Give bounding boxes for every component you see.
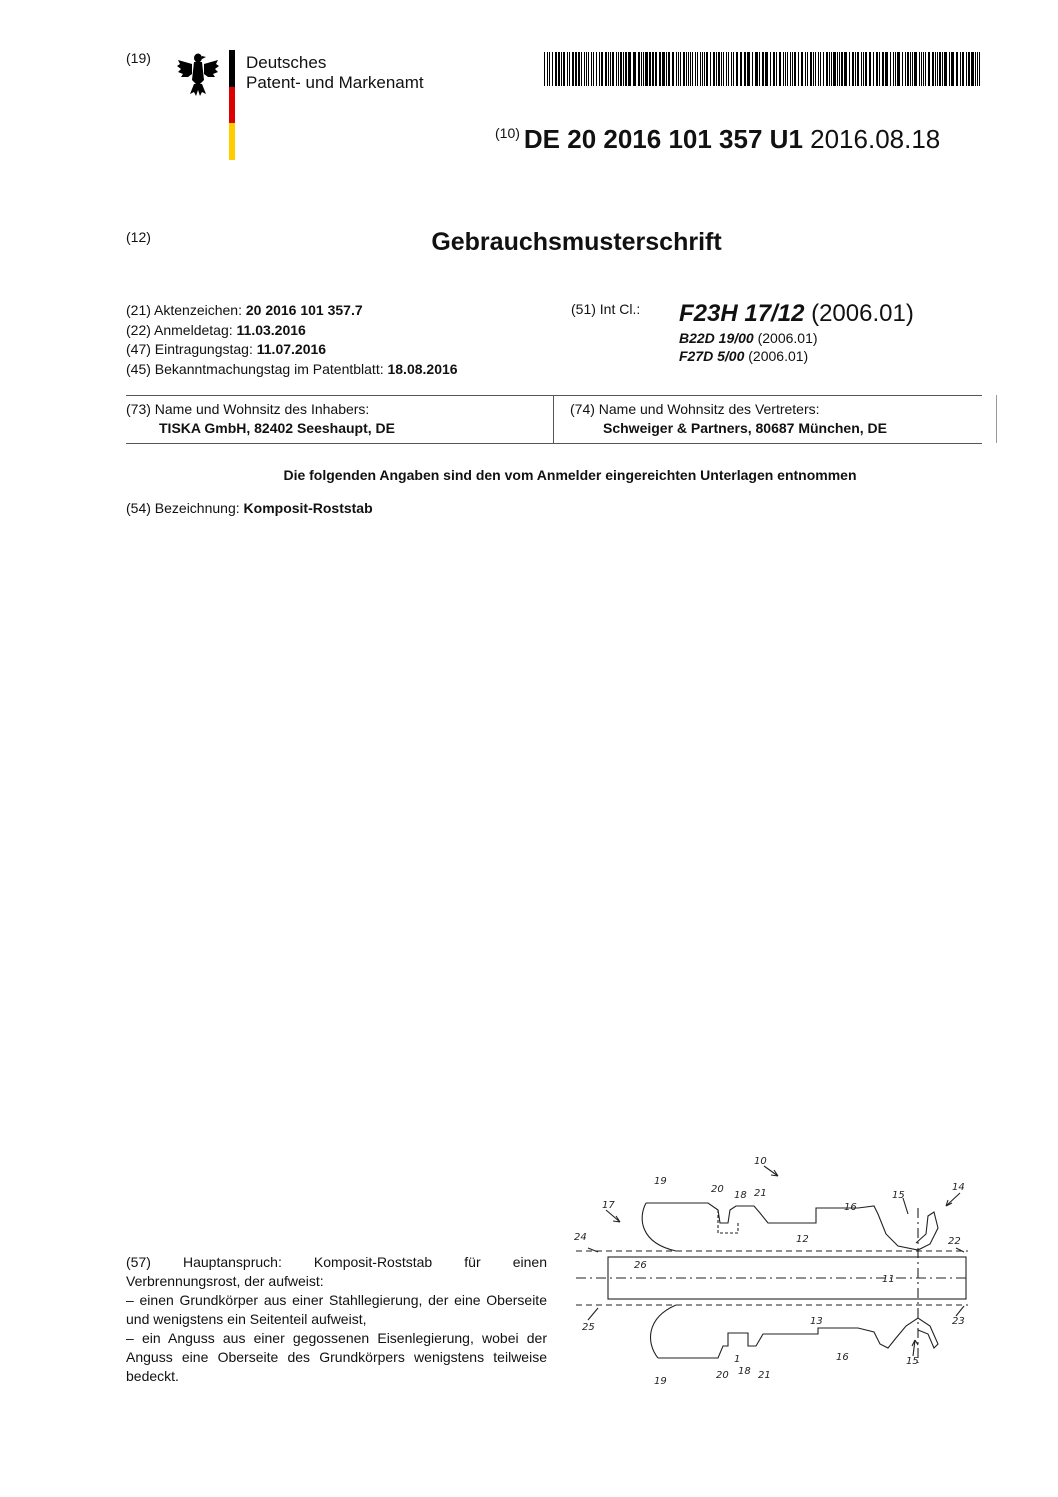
office-name-line2: Patent- und Markenamt xyxy=(246,73,424,92)
barcode-bar xyxy=(718,52,720,86)
barcode-bar xyxy=(690,52,691,86)
intcl-classifications xyxy=(679,299,914,365)
barcode-bar xyxy=(733,52,734,86)
barcode-bar xyxy=(833,52,836,86)
barcode-bar xyxy=(790,52,791,86)
barcode-bar xyxy=(902,52,903,86)
claim-line: – einen Grundkörper aus einer Stahllegierung, der eine Oberseite und wenigstens ein Seitenteil aufweist, xyxy=(126,1292,547,1327)
patent-drawing xyxy=(568,1148,982,1388)
barcode-bar xyxy=(668,52,670,86)
drawing-leader xyxy=(588,1308,598,1320)
biblio-item-45: (45) Bekanntmachungstag im Patentblatt: 18.08.2016 xyxy=(126,360,458,377)
barcode-bar xyxy=(652,52,654,86)
barcode-bar xyxy=(625,52,627,86)
barcode-bar xyxy=(706,52,708,86)
barcode-bar xyxy=(618,52,619,86)
intcl-sub-1: B22D 19/00 (2006.01) xyxy=(679,330,818,346)
barcode-bar xyxy=(649,52,651,86)
barcode-bar xyxy=(939,52,941,86)
barcode-bar xyxy=(844,52,847,86)
barcode-bar xyxy=(623,52,624,86)
barcode-bar xyxy=(885,52,888,86)
barcode-bar xyxy=(966,52,967,86)
barcode-bar xyxy=(942,52,943,86)
barcode-bar xyxy=(971,52,974,86)
barcode-bar xyxy=(645,52,648,86)
drawing-upper-profile xyxy=(646,1203,938,1250)
barcode-bar xyxy=(736,52,738,86)
barcode-bar xyxy=(977,52,978,86)
barcode-bar xyxy=(873,52,874,86)
barcode-bar xyxy=(586,52,587,86)
barcode-bar xyxy=(688,52,689,86)
barcode-bar xyxy=(820,52,821,86)
barcode-bar xyxy=(599,52,600,86)
barcode-bar xyxy=(818,52,819,86)
drawing-reference-numeral: 16 xyxy=(836,1352,849,1363)
barcode-bar xyxy=(700,52,701,86)
barcode-bar xyxy=(578,52,580,86)
barcode-bar xyxy=(549,52,550,86)
barcode-bar xyxy=(702,52,703,86)
barcode-bar xyxy=(612,52,614,86)
drawing-reference-numeral: 18 xyxy=(734,1190,747,1201)
barcode-bar xyxy=(876,52,878,86)
barcode-bar xyxy=(935,52,936,86)
representative-label: (74) Name und Wohnsitz des Vertreters: xyxy=(570,401,820,417)
barcode-bar xyxy=(897,52,900,86)
parties-right-edge xyxy=(996,395,997,443)
barcode-bar xyxy=(608,52,609,86)
drawing-reference-numeral: 11 xyxy=(882,1274,895,1285)
drawing-reference-numeral: 18 xyxy=(738,1366,751,1377)
drawing-reference-numeral: 20 xyxy=(711,1184,724,1195)
flag-stripe-red xyxy=(229,87,235,124)
barcode-bar xyxy=(932,52,934,86)
drawing-reference-numeral: 19 xyxy=(654,1176,667,1187)
barcode-bar xyxy=(925,52,926,86)
drawing-reference-numeral: 24 xyxy=(574,1232,587,1243)
barcode-bar xyxy=(731,52,732,86)
barcode-bar xyxy=(588,52,589,86)
drawing-arrow xyxy=(764,1166,778,1176)
drawing-reference-numeral: 14 xyxy=(952,1182,965,1193)
barcode-bar xyxy=(787,52,788,86)
barcode-bar xyxy=(937,52,938,86)
barcode-bar xyxy=(826,52,828,86)
barcode-bar xyxy=(555,52,557,86)
drawing-reference-numeral: 12 xyxy=(796,1234,809,1245)
biblio-item-47: (47) Eintragungstag: 11.07.2016 xyxy=(126,341,327,357)
barcode-bar xyxy=(695,52,696,86)
barcode-bar xyxy=(686,52,687,86)
barcode-bar xyxy=(919,52,920,86)
barcode-bar xyxy=(740,52,742,86)
barcode-bar xyxy=(921,52,922,86)
drawing-arrow xyxy=(946,1193,960,1206)
barcode-bar xyxy=(879,52,880,86)
barcode-bar xyxy=(841,52,843,86)
barcode-bar xyxy=(907,52,909,86)
barcode-bar xyxy=(962,52,964,86)
barcode-bar xyxy=(638,52,640,86)
drawing-reference-numeral: 21 xyxy=(758,1370,771,1381)
barcode-bar xyxy=(659,52,661,86)
barcode-bar xyxy=(593,52,594,86)
designation-value: Komposit-Roststab xyxy=(243,500,373,516)
barcode-bar xyxy=(676,52,677,86)
barcode-bar xyxy=(563,52,565,86)
barcode-bar xyxy=(852,52,854,86)
main-claim xyxy=(126,1253,547,1386)
barcode-bar xyxy=(726,52,727,86)
barcode-bar xyxy=(723,52,724,86)
barcode-bar xyxy=(979,52,980,86)
barcode-bar xyxy=(905,52,906,86)
barcode-bar xyxy=(813,52,814,86)
barcode-bar xyxy=(716,52,717,86)
barcode-bar xyxy=(601,52,603,86)
publication-number: DE 20 2016 101 357 U1 xyxy=(523,124,803,154)
barcode-bar xyxy=(975,52,976,86)
barcode-bar xyxy=(951,52,954,86)
barcode-bar xyxy=(960,52,961,86)
barcode-bar xyxy=(829,52,830,86)
drawing-arrow xyxy=(912,1340,918,1356)
flag-stripe-black xyxy=(229,50,235,87)
barcode-bar xyxy=(762,52,764,86)
barcode-bar xyxy=(747,52,750,86)
owner-label: (73) Name und Wohnsitz des Inhabers: xyxy=(126,401,370,417)
barcode-bar xyxy=(914,52,917,86)
barcode-bar xyxy=(610,52,611,86)
barcode-bar xyxy=(755,52,758,86)
intcl-sub-2: F27D 5/00 (2006.01) xyxy=(679,348,809,364)
barcode-bar xyxy=(779,52,781,86)
barcode-bar xyxy=(547,52,548,86)
drawing-reference-numeral: 23 xyxy=(952,1316,965,1327)
barcode-bar xyxy=(928,52,930,86)
barcode-bar xyxy=(783,52,784,86)
barcode-bar xyxy=(805,52,806,86)
barcode-bar xyxy=(773,52,775,86)
claim-line: (57) Hauptanspruch: Komposit-Roststab für einen Verbrennungsrost, der aufweist: xyxy=(126,1254,547,1289)
barcode-bar xyxy=(641,52,642,86)
barcode-bar xyxy=(643,52,644,86)
drawing-reference-numeral: 13 xyxy=(810,1316,823,1327)
barcode-bar xyxy=(839,52,840,86)
barcode-bar xyxy=(776,52,777,86)
drawing-lower-left-curve xyxy=(651,1305,676,1358)
drawing-reference-numeral: 17 xyxy=(602,1200,615,1211)
drawing-reference-numeral: 19 xyxy=(654,1376,667,1387)
office-name xyxy=(246,53,424,93)
barcode-bar xyxy=(655,52,657,86)
barcode-bar xyxy=(680,52,681,86)
drawing-reference-numeral: 16 xyxy=(844,1202,857,1213)
bibliographic-data xyxy=(126,301,458,379)
barcode-bar xyxy=(837,52,838,86)
owner-value: TISKA GmbH, 82402 Seeshaupt, DE xyxy=(159,420,395,436)
federal-eagle-logo xyxy=(176,50,220,98)
drawing-reference-numeral: 15 xyxy=(906,1356,919,1367)
inid-10: (10) xyxy=(495,125,520,141)
barcode-bar xyxy=(923,52,924,86)
barcode-bar xyxy=(605,52,607,86)
barcode-bar xyxy=(628,52,631,86)
barcode-bar xyxy=(798,52,799,86)
inid-12: (12) xyxy=(126,229,151,245)
barcode-bar xyxy=(849,52,850,86)
barcode-bar xyxy=(662,52,665,86)
barcode-bar xyxy=(865,52,867,86)
inid-19: (19) xyxy=(126,50,151,66)
office-name-line1: Deutsches xyxy=(246,53,327,72)
barcode-bar xyxy=(713,52,715,86)
drawing-reference-numeral: 21 xyxy=(754,1188,767,1199)
drawing-arrow xyxy=(606,1210,620,1222)
drawing-reference-numeral: 26 xyxy=(634,1260,647,1271)
barcode-bar xyxy=(567,52,568,86)
drawing-leader xyxy=(956,1306,964,1316)
barcode-bar xyxy=(678,52,679,86)
barcode-bar xyxy=(591,52,592,86)
barcode-bar xyxy=(895,52,896,86)
drawing-reference-numeral: 25 xyxy=(582,1322,595,1333)
barcode-bar xyxy=(744,52,746,86)
barcode-bar xyxy=(882,52,884,86)
barcode-bar xyxy=(692,52,693,86)
barcode-bar xyxy=(910,52,911,86)
drawing-reference-numeral: 20 xyxy=(716,1370,729,1381)
barcode-bar xyxy=(721,52,722,86)
document-type-title: Gebrauchsmusterschrift xyxy=(431,228,722,256)
barcode-bar xyxy=(855,52,856,86)
barcode-bar xyxy=(857,52,859,86)
barcode-bar xyxy=(584,52,585,86)
barcode-bar xyxy=(728,52,729,86)
barcode-bar xyxy=(785,52,786,86)
drawing-reference-numeral: 1 xyxy=(734,1354,741,1365)
barcode-bar xyxy=(863,52,864,86)
intcl-main: F23H 17/12 (2006.01) xyxy=(679,300,914,327)
barcode-bar xyxy=(861,52,862,86)
publication-number-line xyxy=(495,124,940,155)
barcode-bar xyxy=(823,52,824,86)
barcode-bar xyxy=(765,52,768,86)
barcode-bar xyxy=(949,52,950,86)
barcode-bar xyxy=(683,52,685,86)
barcode-bar xyxy=(801,52,803,86)
claim-line: – ein Anguss aus einer gegossenen Eisenlegierung, wobei der Anguss eine Oberseite des Grundkörpers wenigstens teilweise bedeckt. xyxy=(126,1330,547,1384)
barcode-bar xyxy=(869,52,871,86)
barcode-bar xyxy=(616,52,617,86)
barcode-bar xyxy=(697,52,698,86)
publication-date: 2016.08.18 xyxy=(810,124,941,154)
barcode-bar xyxy=(581,52,582,86)
barcode-bar xyxy=(831,52,832,86)
barcode-bar xyxy=(893,52,894,86)
barcode-bar xyxy=(944,52,947,86)
biblio-item-22: (22) Anmeldetag: 11.03.2016 xyxy=(126,321,306,338)
barcode-bar xyxy=(620,52,622,86)
barcode-bar xyxy=(810,52,812,86)
barcode-bar xyxy=(807,52,808,86)
barcode-bar xyxy=(792,52,793,86)
barcode-bar xyxy=(890,52,891,86)
barcode-bar xyxy=(770,52,771,86)
flag-bar xyxy=(229,50,235,160)
barcode xyxy=(544,52,982,86)
barcode-bar xyxy=(752,52,753,86)
biblio-item-21: (21) Aktenzeichen: 20 2016 101 357.7 xyxy=(126,302,363,318)
designation: (54) Bezeichnung: Komposit-Roststab xyxy=(126,500,373,516)
drawing-lower-profile xyxy=(658,1318,938,1358)
barcode-bar xyxy=(552,52,553,86)
drawing-reference-numeral: 22 xyxy=(948,1236,961,1247)
barcode-bar xyxy=(633,52,636,86)
drawing-upper-left-curve xyxy=(642,1203,676,1251)
barcode-bar xyxy=(912,52,913,86)
barcode-bar xyxy=(666,52,667,86)
drawing-reference-numeral: 15 xyxy=(892,1190,905,1201)
barcode-bar xyxy=(544,52,545,86)
barcode-bar xyxy=(575,52,577,86)
barcode-bar xyxy=(710,52,711,86)
barcode-bar xyxy=(596,52,597,86)
barcode-bar xyxy=(794,52,796,86)
parties-divider xyxy=(553,395,554,443)
barcode-bar xyxy=(968,52,970,86)
barcode-bar xyxy=(672,52,674,86)
barcode-bar xyxy=(759,52,760,86)
intcl-label: (51) Int Cl.: xyxy=(571,301,641,317)
barcode-bar xyxy=(572,52,574,86)
barcode-bar xyxy=(956,52,958,86)
applicant-notice: Die folgenden Angaben sind den vom Anmelder eingereichten Unterlagen entnommen xyxy=(283,467,857,483)
representative-value: Schweiger & Partners, 80687 München, DE xyxy=(603,420,887,436)
barcode-bar xyxy=(569,52,570,86)
barcode-bar xyxy=(815,52,816,86)
barcode-bar xyxy=(704,52,705,86)
flag-stripe-gold xyxy=(229,123,235,160)
drawing-reference-numeral: 10 xyxy=(754,1156,767,1167)
barcode-bar xyxy=(558,52,560,86)
barcode-bar xyxy=(561,52,562,86)
